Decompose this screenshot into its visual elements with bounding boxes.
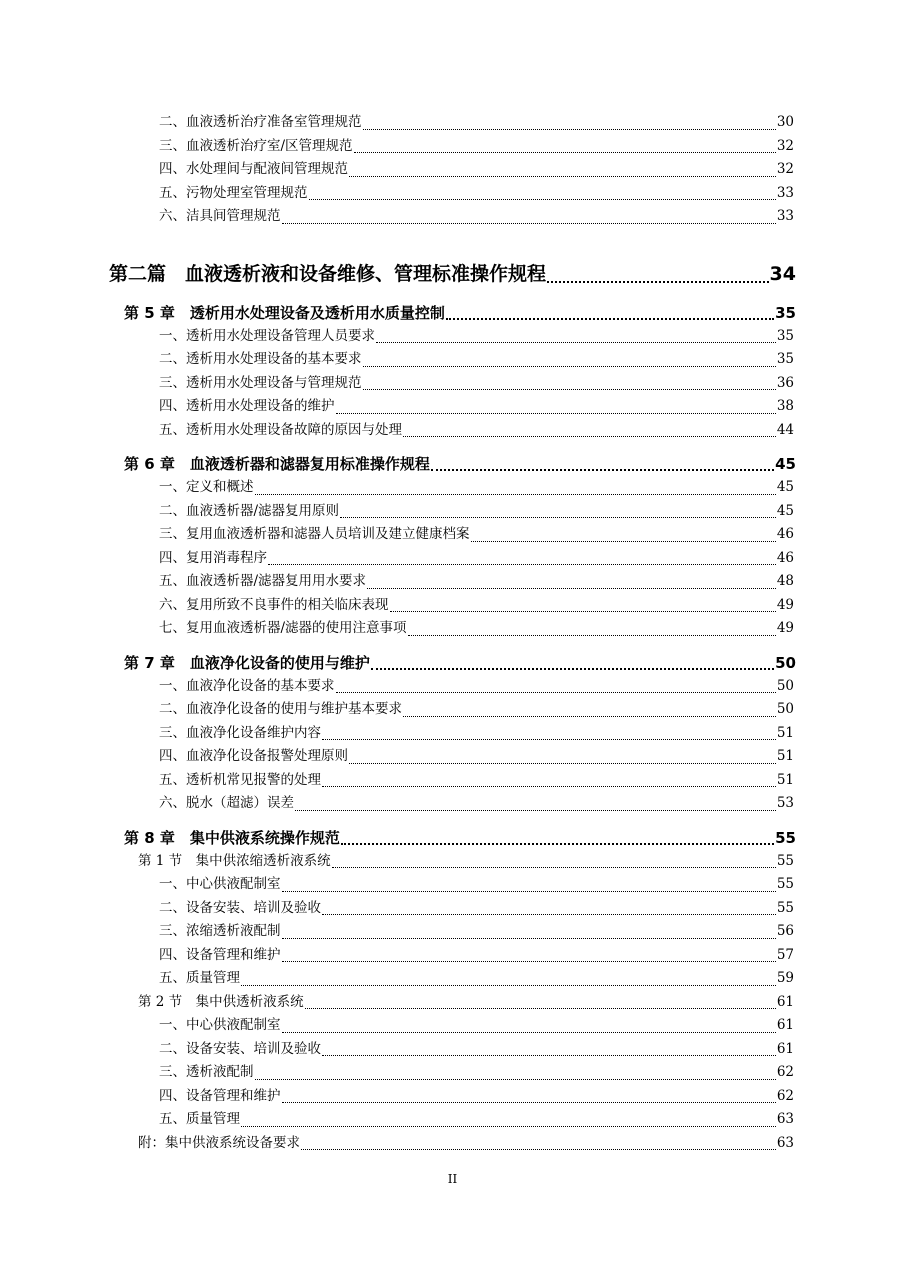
- dot-leader: [282, 891, 776, 892]
- toc-entry-title: 四、水处理间与配液间管理规范: [159, 161, 348, 177]
- dot-leader: [255, 1079, 776, 1080]
- toc-item-row[interactable]: [0, 698, 905, 722]
- dot-leader: [367, 588, 776, 589]
- toc-entry-title: 六、复用所致不良事件的相关临床表现: [159, 596, 389, 613]
- toc-entry-title: 一、透析用水处理设备管理人员要求: [159, 327, 375, 344]
- dot-leader: [309, 199, 776, 200]
- dot-leader: [336, 692, 776, 693]
- toc-entry-title: 附：集中供液系统设备要求: [138, 1134, 300, 1151]
- toc-page-number: 32: [776, 137, 794, 154]
- toc-entry-title: 四、复用消毒程序: [159, 549, 267, 566]
- toc-page-number: 30: [776, 114, 794, 130]
- toc-page-number: 49: [776, 596, 794, 613]
- toc-page-number: 35: [776, 351, 794, 367]
- toc-page-number: 45: [775, 455, 796, 473]
- dot-leader: [349, 763, 776, 764]
- toc-chapter-row[interactable]: [0, 826, 905, 850]
- dot-leader: [241, 1126, 776, 1127]
- toc-page-number: 61: [776, 1040, 794, 1057]
- toc-page-number: 59: [776, 970, 794, 986]
- toc-page-number: 63: [776, 1134, 794, 1151]
- dot-leader: [349, 176, 776, 177]
- dot-leader: [376, 342, 776, 343]
- toc-item-row[interactable]: [0, 523, 905, 547]
- toc-page-number: 51: [776, 748, 794, 764]
- dot-leader: [322, 786, 776, 787]
- toc-entry-title: 第 2 节 集中供透析液系统: [138, 993, 304, 1010]
- toc-item-row[interactable]: [0, 1108, 905, 1132]
- toc-chapter-row[interactable]: [0, 301, 905, 325]
- toc-item-row[interactable]: [0, 722, 905, 746]
- toc-entry-title: 二、设备安装、培训及验收: [159, 899, 321, 916]
- toc-item-row[interactable]: [0, 792, 905, 816]
- toc-item-row[interactable]: [0, 944, 905, 968]
- toc-entry-title: 二、血液净化设备的使用与维护基本要求: [159, 701, 402, 717]
- toc-item-row[interactable]: [0, 1061, 905, 1085]
- toc-item-row[interactable]: [0, 1038, 905, 1062]
- toc-page-number: 46: [776, 526, 794, 542]
- dot-leader: [363, 389, 776, 390]
- toc-entry-title: 三、透析用水处理设备与管理规范: [159, 374, 362, 391]
- table-of-contents: [0, 111, 905, 1155]
- toc-page-number: 33: [776, 184, 794, 201]
- toc-chapter-row[interactable]: [0, 651, 905, 675]
- toc-item-row[interactable]: [0, 500, 905, 524]
- toc-page-number: 51: [776, 724, 794, 741]
- toc-entry-title: 五、污物处理室管理规范: [159, 184, 308, 201]
- toc-item-row[interactable]: [0, 182, 905, 206]
- toc-item-row[interactable]: [0, 594, 905, 618]
- toc-page-number: 46: [776, 549, 794, 566]
- toc-entry-title: 四、血液净化设备报警处理原则: [159, 748, 348, 764]
- toc-page-number: 32: [776, 161, 794, 177]
- toc-item-row[interactable]: [0, 967, 905, 991]
- toc-appendix-row[interactable]: [0, 1132, 905, 1156]
- toc-entry-title: 第 8 章 集中供液系统操作规范: [124, 828, 340, 847]
- toc-entry-title: 第 1 节 集中供浓缩透析液系统: [138, 852, 331, 869]
- dot-leader: [268, 564, 776, 565]
- toc-section-row[interactable]: [0, 850, 905, 874]
- dot-leader: [305, 1008, 776, 1009]
- toc-item-row[interactable]: [0, 476, 905, 500]
- toc-entry-title: 二、血液透析治疗准备室管理规范: [159, 114, 362, 130]
- dot-leader: [332, 867, 776, 868]
- toc-entry-title: 四、设备管理和维护: [159, 946, 281, 963]
- toc-item-row[interactable]: [0, 111, 905, 135]
- toc-entry-title: 四、透析用水处理设备的维护: [159, 398, 335, 414]
- toc-page-number: 34: [769, 262, 796, 285]
- toc-page-number: 55: [776, 899, 794, 916]
- toc-item-row[interactable]: [0, 547, 905, 571]
- toc-section-row[interactable]: [0, 991, 905, 1015]
- toc-entry-title: 三、血液净化设备维护内容: [159, 724, 321, 741]
- dot-leader: [371, 668, 774, 670]
- dot-leader: [241, 985, 776, 986]
- dot-leader: [547, 281, 769, 283]
- toc-page-number: 49: [776, 620, 794, 636]
- toc-page-number: 36: [776, 374, 794, 391]
- toc-page-number: 61: [776, 993, 794, 1010]
- toc-entry-title: 二、设备安装、培训及验收: [159, 1040, 321, 1057]
- toc-entry-title: 三、复用血液透析器和滤器人员培训及建立健康档案: [159, 526, 470, 542]
- toc-page-number: 45: [776, 502, 794, 519]
- toc-item-row[interactable]: [0, 348, 905, 372]
- toc-item-row[interactable]: [0, 135, 905, 159]
- toc-entry-title: 第二篇 血液透析液和设备维修、管理标准操作规程: [109, 262, 547, 285]
- dot-leader: [340, 517, 776, 518]
- toc-page-number: 35: [776, 327, 794, 344]
- toc-page-number: 50: [776, 701, 794, 717]
- toc-entry-title: 一、血液净化设备的基本要求: [159, 677, 335, 694]
- toc-entry-title: 第 5 章 透析用水处理设备及透析用水质量控制: [124, 303, 445, 322]
- toc-page-number: 48: [776, 573, 794, 589]
- toc-page-number: 45: [776, 479, 794, 495]
- dot-leader: [341, 843, 774, 845]
- toc-entry-title: 七、复用血液透析器/滤器的使用注意事项: [159, 620, 407, 636]
- toc-page-number: 56: [776, 923, 794, 939]
- toc-item-row[interactable]: [0, 617, 905, 641]
- dot-leader: [282, 223, 776, 224]
- dot-leader: [471, 541, 776, 542]
- dot-leader: [431, 469, 774, 471]
- toc-entry-title: 二、血液透析器/滤器复用原则: [159, 502, 340, 519]
- toc-entry-title: 五、透析机常见报警的处理: [159, 771, 321, 788]
- toc-entry-title: 一、中心供液配制室: [159, 876, 281, 892]
- toc-item-row[interactable]: [0, 395, 905, 419]
- toc-page-number: 55: [776, 852, 794, 869]
- toc-page-number: 62: [776, 1064, 794, 1080]
- toc-page-number: 38: [776, 398, 794, 414]
- dot-leader: [403, 716, 776, 717]
- toc-entry-title: 六、洁具间管理规范: [159, 208, 281, 224]
- toc-item-row[interactable]: [0, 897, 905, 921]
- toc-entry-title: 三、浓缩透析液配制: [159, 923, 281, 939]
- toc-item-row[interactable]: [0, 205, 905, 229]
- dot-leader: [403, 436, 776, 437]
- toc-part-row[interactable]: [0, 257, 905, 291]
- toc-page-number: 55: [776, 876, 794, 892]
- toc-page-number: 33: [776, 208, 794, 224]
- toc-entry-title: 一、定义和概述: [159, 479, 254, 495]
- dot-leader: [301, 1149, 776, 1150]
- dot-leader: [390, 611, 776, 612]
- toc-entry-title: 四、设备管理和维护: [159, 1087, 281, 1104]
- toc-entry-title: 一、中心供液配制室: [159, 1017, 281, 1033]
- dot-leader: [322, 739, 776, 740]
- toc-page-number: 55: [775, 828, 796, 847]
- toc-item-row[interactable]: [0, 325, 905, 349]
- toc-page-number: 61: [776, 1017, 794, 1033]
- dot-leader: [446, 318, 774, 320]
- toc-entry-title: 五、质量管理: [159, 970, 240, 986]
- toc-entry-title: 五、透析用水处理设备故障的原因与处理: [159, 421, 402, 438]
- toc-entry-title: 六、脱水（超滤）误差: [159, 795, 294, 811]
- toc-entry-title: 三、透析液配制: [159, 1064, 254, 1080]
- dot-leader: [354, 152, 776, 153]
- dot-leader: [408, 635, 776, 636]
- dot-leader: [282, 961, 776, 962]
- toc-page-number: 63: [776, 1111, 794, 1127]
- toc-item-row[interactable]: [0, 745, 905, 769]
- dot-leader: [295, 810, 776, 811]
- toc-entry-title: 五、血液透析器/滤器复用用水要求: [159, 573, 367, 589]
- toc-item-row[interactable]: [0, 873, 905, 897]
- page-number: II: [447, 1172, 458, 1186]
- dot-leader: [282, 938, 776, 939]
- toc-item-row[interactable]: [0, 372, 905, 396]
- toc-item-row[interactable]: [0, 419, 905, 443]
- toc-item-row[interactable]: [0, 1014, 905, 1038]
- dot-leader: [322, 1055, 776, 1056]
- toc-page-number: 57: [776, 946, 794, 963]
- toc-entry-title: 二、透析用水处理设备的基本要求: [159, 351, 362, 367]
- toc-entry-title: 第 7 章 血液净化设备的使用与维护: [124, 653, 370, 672]
- toc-entry-title: 第 6 章 血液透析器和滤器复用标准操作规程: [124, 455, 430, 473]
- toc-page-number: 53: [776, 795, 794, 811]
- dot-leader: [363, 366, 776, 367]
- toc-entry-title: 五、质量管理: [159, 1111, 240, 1127]
- toc-item-row[interactable]: [0, 570, 905, 594]
- dot-leader: [363, 129, 776, 130]
- dot-leader: [282, 1032, 776, 1033]
- dot-leader: [322, 914, 776, 915]
- toc-page-number: 50: [775, 653, 796, 672]
- toc-page-number: 50: [776, 677, 794, 694]
- toc-chapter-row[interactable]: [0, 452, 905, 476]
- toc-page-number: 35: [775, 303, 796, 322]
- toc-item-row[interactable]: [0, 675, 905, 699]
- dot-leader: [255, 494, 776, 495]
- toc-page-number: 51: [776, 771, 794, 788]
- dot-leader: [336, 413, 776, 414]
- toc-item-row[interactable]: [0, 158, 905, 182]
- toc-entry-title: 三、血液透析治疗室/区管理规范: [159, 137, 353, 154]
- toc-item-row[interactable]: [0, 920, 905, 944]
- toc-item-row[interactable]: [0, 769, 905, 793]
- toc-page-number: 44: [776, 421, 794, 438]
- toc-item-row[interactable]: [0, 1085, 905, 1109]
- dot-leader: [282, 1102, 776, 1103]
- toc-page-number: 62: [776, 1087, 794, 1104]
